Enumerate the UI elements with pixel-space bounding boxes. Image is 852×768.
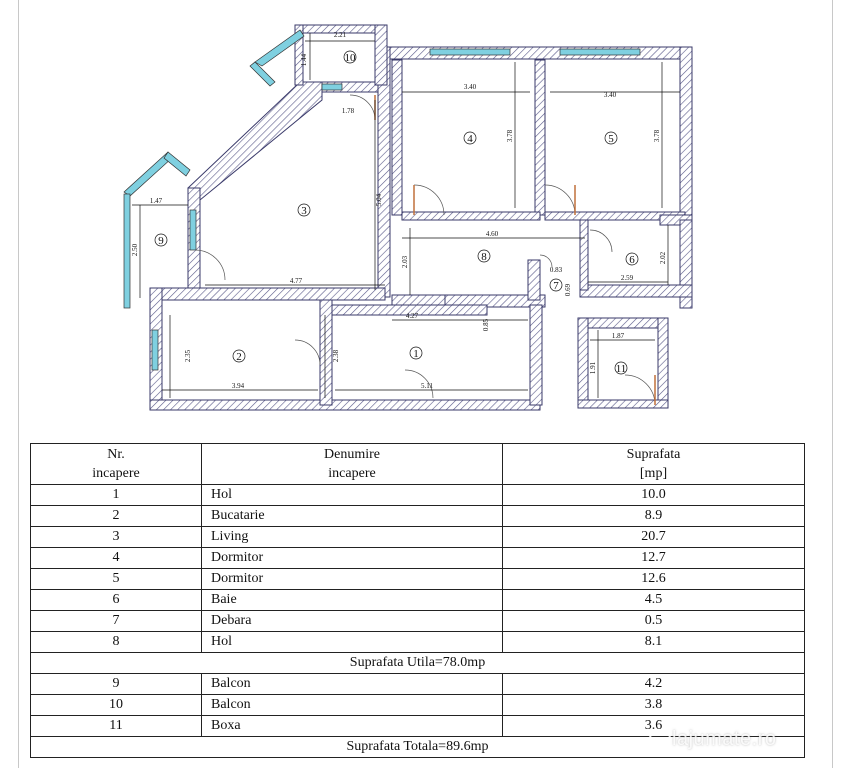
room-name-cell: Dormitor	[202, 548, 503, 569]
room-number: 9	[158, 235, 164, 247]
room-area-cell: 10.0	[503, 485, 805, 506]
room-area-cell: 8.9	[503, 506, 805, 527]
dim-label: 1.44	[300, 53, 308, 67]
room-area-cell: 12.6	[503, 569, 805, 590]
table-row	[31, 695, 805, 716]
dim-label: 4.27	[405, 312, 419, 320]
header-name: Denumire incapere	[202, 444, 503, 485]
dim-label: 0.69	[564, 283, 572, 297]
dim-label: 1.47	[149, 197, 163, 205]
table-row	[31, 548, 805, 569]
room-name-cell: Dormitor	[202, 569, 503, 590]
room-name-cell: Hol	[202, 485, 503, 506]
room-nr-cell: 5	[31, 569, 202, 590]
room-area-cell: 4.2	[503, 674, 805, 695]
dim-label: 0.85	[482, 318, 490, 332]
subtotal-cell: Suprafata Utila=78.0mp	[31, 653, 805, 674]
room-nr-cell: 9	[31, 674, 202, 695]
dim-label: 5.11	[421, 382, 433, 390]
dim-label: 4.60	[485, 230, 499, 238]
room-area-cell: 0.5	[503, 611, 805, 632]
dim-label: 2.21	[333, 31, 347, 39]
dim-label: 0.83	[549, 266, 563, 274]
dim-label: 2.02	[659, 251, 667, 265]
room-number: 10	[344, 52, 356, 64]
header-nr: Nr. incapere	[31, 444, 202, 485]
room-name-cell: Hol	[202, 632, 503, 653]
room-area-cell: 3.8	[503, 695, 805, 716]
room-area-cell: 3.6	[503, 716, 805, 737]
table-row	[31, 611, 805, 632]
room-area-cell: 8.1	[503, 632, 805, 653]
room-number: 5	[608, 133, 614, 145]
room-area-cell: 20.7	[503, 527, 805, 548]
room-nr-cell: 10	[31, 695, 202, 716]
room-nr-cell: 8	[31, 632, 202, 653]
dim-label: 3.40	[603, 91, 617, 99]
dim-label: 1.78	[341, 107, 355, 115]
dim-label: 3.78	[506, 129, 514, 143]
table-row	[31, 632, 805, 653]
room-nr-cell: 11	[31, 716, 202, 737]
walls	[150, 25, 692, 410]
room-name-cell: Living	[202, 527, 503, 548]
table-row	[31, 674, 805, 695]
dim-label: 2.38	[332, 349, 340, 363]
room-number: 6	[629, 254, 635, 266]
room-name-cell: Boxa	[202, 716, 503, 737]
total-cell: Suprafata Totala=89.6mp	[31, 737, 805, 758]
room-nr-cell: 1	[31, 485, 202, 506]
table-row	[31, 506, 805, 527]
table-row	[31, 590, 805, 611]
watermark: lajumate.ro	[672, 728, 777, 750]
room-nr-cell: 3	[31, 527, 202, 548]
room-area-table	[30, 443, 805, 758]
dim-label: 2.50	[131, 243, 139, 257]
room-number: 2	[236, 351, 242, 363]
room-name-cell: Balcon	[202, 695, 503, 716]
table-row	[31, 569, 805, 590]
dim-label: 4.77	[289, 277, 303, 285]
dim-label: 5.04	[375, 193, 383, 207]
room-number: 7	[553, 280, 559, 292]
room-number: 1	[413, 348, 419, 360]
dim-label: 1.91	[589, 361, 597, 375]
room-number: 8	[481, 251, 487, 263]
dim-label: 3.94	[231, 382, 245, 390]
dim-label: 3.78	[653, 129, 661, 143]
room-number: 11	[615, 363, 627, 375]
room-name-cell: Debara	[202, 611, 503, 632]
room-nr-cell: 4	[31, 548, 202, 569]
table-row	[31, 527, 805, 548]
table-row	[31, 485, 805, 506]
header-area: Suprafata [mp]	[503, 444, 805, 485]
room-name-cell: Baie	[202, 590, 503, 611]
room-nr-cell: 7	[31, 611, 202, 632]
dim-label: 2.03	[401, 255, 409, 269]
dim-label: 2.35	[184, 349, 192, 363]
room-name-cell: Balcon	[202, 674, 503, 695]
watermark-heart-icon	[648, 726, 672, 750]
dim-label: 2.59	[620, 274, 634, 282]
dim-label: 3.40	[463, 83, 477, 91]
room-nr-cell: 2	[31, 506, 202, 527]
dim-label: 1.87	[611, 332, 625, 340]
room-area-cell: 12.7	[503, 548, 805, 569]
subtotal-row	[31, 653, 805, 674]
table-header-row	[31, 444, 805, 485]
room-nr-cell: 6	[31, 590, 202, 611]
room-name-cell: Bucatarie	[202, 506, 503, 527]
room-number: 3	[301, 205, 307, 217]
room-area-cell: 4.5	[503, 590, 805, 611]
room-number: 4	[467, 133, 473, 145]
